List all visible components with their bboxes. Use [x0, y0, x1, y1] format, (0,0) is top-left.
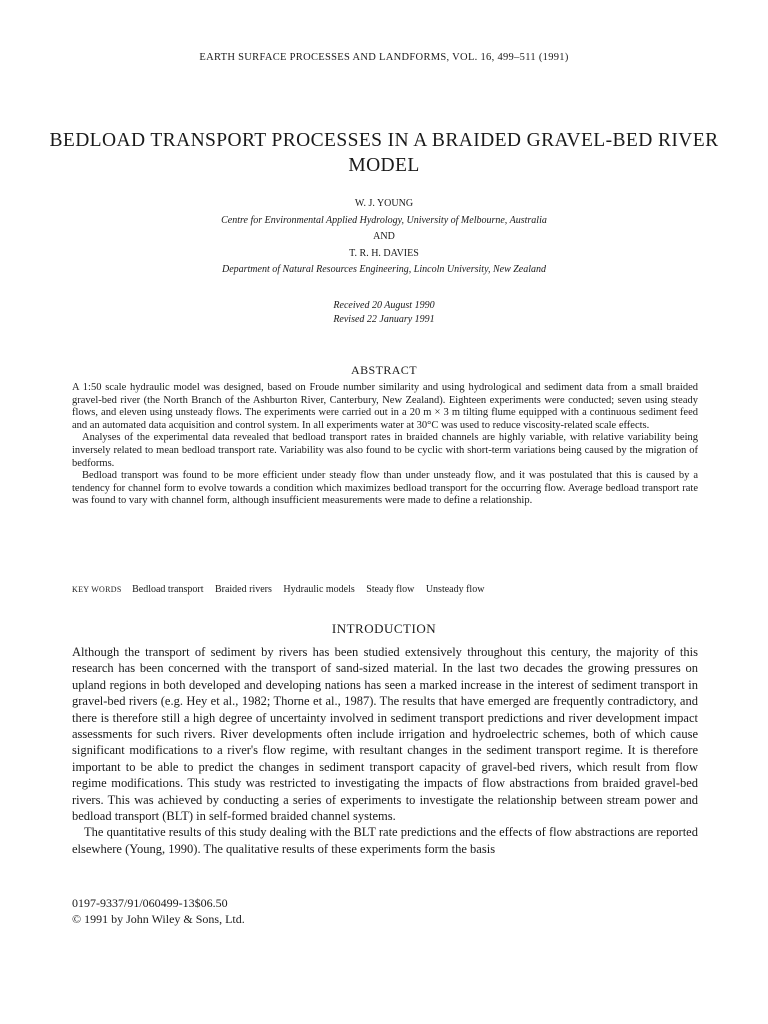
introduction-paragraph: The quantitative results of this study dealing with the BLT rate predictions and the effects of flow abstractions are reported elsewhere (Young, 1990). The qualitative results of these experiments form the basis	[72, 825, 698, 856]
author-affiliation: Department of Natural Resources Engineering, Lincoln University, New Zealand	[221, 264, 547, 275]
introduction-heading: INTRODUCTION	[331, 621, 437, 636]
keywords-label: KEY WORDS	[72, 585, 122, 594]
introduction-paragraph: Although the transport of sediment by rivers has been studied extensively throughout this century, the majority of this research has been concerned with the transport of sand-sized material. In the last two decades the growing pressures on upland regions in both developed and developing nations has seen a marked increase in the interest of sediment transport in gravel-bed rivers (e.g. Hey et al., 1982; Thorne et al., 1987). The results that have emerged are frequently contradictory, and there is therefore still a high degree of uncertainty involved in sediment transport predictions and river development impact assessments for such rivers. River developments often include irrigation and hydroelectric schemes, both of which cause significant modifications to a river's flow regime, with resultant changes in the sediment transport regime. It is therefore important to be able to predict the changes in sediment transport capacity of gravel-bed rivers, which result from flow regime modifications. This study was restricted to investigating the impacts of flow abstractions from braided gravel-bed rivers. This was achieved by conducting a series of experiments to investigate the relationship between stream power and bedload transport (BLT) in self-formed braided channel systems.	[72, 645, 698, 824]
copyright-footer	[72, 895, 472, 927]
journal-header: EARTH SURFACE PROCESSES AND LANDFORMS, VOL. 16, 499–511 (1991)	[199, 52, 569, 63]
keyword: Braided rivers	[214, 584, 272, 595]
author-conjunction: AND	[373, 231, 395, 242]
author-name: W. J. YOUNG	[354, 198, 414, 209]
abstract-paragraph: Analyses of the experimental data revealed that bedload transport rates in braided channels are highly variable, with relative variability being inversely related to mean bedload transport rate. Variability was also found to be cyclic with short-term variations being caused by the migration of bedforms.	[72, 432, 698, 469]
paper-title: BEDLOAD TRANSPORT PROCESSES IN A BRAIDED GRAVEL-BED RIVER MODEL	[49, 130, 719, 176]
received-date: Received 20 August 1990	[333, 300, 435, 311]
abstract-body	[72, 382, 698, 508]
author-name: T. R. H. DAVIES	[349, 247, 419, 259]
keyword: Bedload transport	[132, 584, 204, 595]
article-code: 0197-9337/91/060499-13$06.50	[72, 896, 228, 910]
author-affiliation: Centre for Environmental Applied Hydrology, University of Melbourne, Australia	[221, 214, 547, 226]
keyword: Unsteady flow	[425, 584, 485, 595]
author-block	[40, 196, 728, 279]
abstract-heading: ABSTRACT	[351, 363, 417, 377]
abstract-paragraph: A 1:50 scale hydraulic model was designed, based on Froude number similarity and using hydrological and sediment data from a small braided gravel-bed river (the North Branch of the Ashburton River, Canterbury, New Zealand). Eighteen experiments were conducted; seven using steady flows, and eleven using unsteady flows. The experiments were carried out in a 20 m × 3 m tilting flume equipped with a continuous sediment feed and an automated data acquisition and control system. In all experiments water at 30°C was used to reduce viscosity-related scale effects.	[72, 382, 698, 431]
introduction-body	[72, 644, 698, 857]
keyword: Hydraulic models	[283, 584, 355, 595]
submission-dates	[40, 299, 728, 327]
keywords-line	[72, 584, 698, 595]
revised-date: Revised 22 January 1991	[333, 314, 435, 325]
copyright-notice: © 1991 by John Wiley & Sons, Ltd.	[72, 912, 245, 926]
keyword: Steady flow	[366, 584, 415, 595]
abstract-paragraph: Bedload transport was found to be more efficient under steady flow than under unsteady flow, and it was postulated that this is caused by a tendency for channel form to evolve towards a condition which maximizes bedload transport for the occurring flow. Average bedload transport rate was found to vary with channel form, although insufficient measurements were made to define a relationship.	[72, 470, 698, 507]
